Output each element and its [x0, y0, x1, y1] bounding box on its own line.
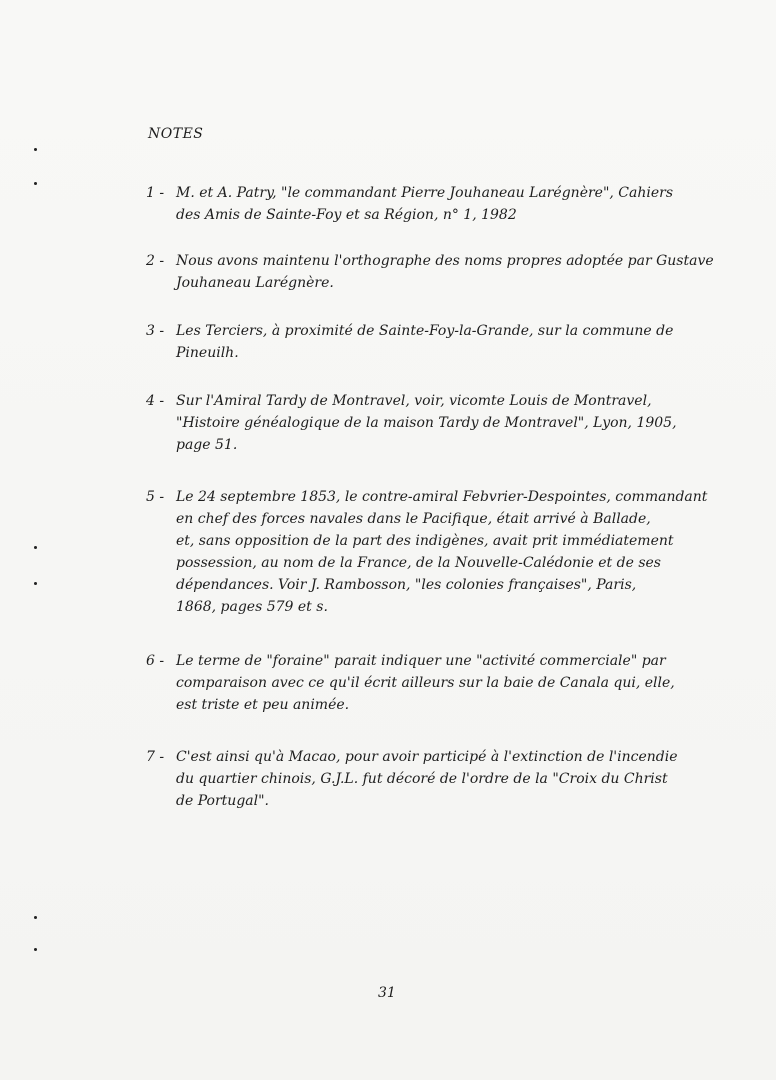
page-number: 31	[378, 985, 396, 1001]
note-2	[146, 250, 746, 294]
note-number: 7 -	[146, 749, 165, 765]
note-number: 2 -	[146, 253, 165, 269]
note-line: Les Terciers, à proximité de Sainte-Foy-la-Grande, sur la commune de	[176, 323, 674, 339]
note-line: Sur l'Amiral Tardy de Montravel, voir, vicomte Louis de Montravel,	[176, 393, 652, 409]
note-line: du quartier chinois, G.J.L. fut décoré de l'ordre de la "Croix du Christ	[176, 771, 668, 787]
note-line: Le 24 septembre 1853, le contre-amiral Febvrier-Despointes, commandant	[176, 489, 708, 505]
note-line: M. et A. Patry, "le commandant Pierre Jouhaneau Larégnère", Cahiers	[176, 185, 674, 201]
note-line: et, sans opposition de la part des indigènes, avait prit immédiatement	[176, 533, 674, 549]
scan-speck	[34, 948, 37, 951]
note-line: est triste et peu animée.	[176, 697, 350, 713]
note-6	[146, 650, 746, 716]
note-line: Nous avons maintenu l'orthographe des noms propres adoptée par Gustave	[176, 253, 714, 269]
scan-speck	[34, 148, 37, 151]
note-line: 1868, pages 579 et s.	[176, 599, 328, 615]
note-line: de Portugal".	[176, 793, 269, 809]
note-line: "Histoire généalogique de la maison Tardy de Montravel", Lyon, 1905,	[176, 415, 677, 431]
scan-speck	[34, 916, 37, 919]
note-line: Pineuilh.	[176, 345, 239, 361]
note-number: 1 -	[146, 185, 165, 201]
note-line: comparaison avec ce qu'il écrit ailleurs sur la baie de Canala qui, elle,	[176, 675, 675, 691]
page-heading: NOTES	[148, 126, 204, 142]
note-number: 3 -	[146, 323, 165, 339]
note-line: page 51.	[176, 437, 238, 453]
scan-speck	[34, 182, 37, 185]
note-line: en chef des forces navales dans le Pacifique, était arrivé à Ballade,	[176, 511, 651, 527]
note-line: possession, au nom de la France, de la Nouvelle-Calédonie et de ses	[176, 555, 661, 571]
note-number: 5 -	[146, 489, 165, 505]
scan-speck	[34, 582, 37, 585]
note-7	[146, 746, 746, 812]
note-number: 4 -	[146, 393, 165, 409]
note-4	[146, 390, 746, 456]
scan-speck	[34, 546, 37, 549]
note-line: C'est ainsi qu'à Macao, pour avoir participé à l'extinction de l'incendie	[176, 749, 678, 765]
note-line: Jouhaneau Larégnère.	[176, 275, 334, 291]
note-number: 6 -	[146, 653, 165, 669]
note-line: des Amis de Sainte-Foy et sa Région, n° 1, 1982	[176, 207, 517, 223]
note-line: Le terme de "foraine" parait indiquer une "activité commerciale" par	[176, 653, 666, 669]
note-line: dépendances. Voir J. Rambosson, "les colonies françaises", Paris,	[176, 577, 637, 593]
note-3	[146, 320, 746, 364]
note-1	[146, 182, 746, 226]
note-5	[146, 486, 746, 618]
